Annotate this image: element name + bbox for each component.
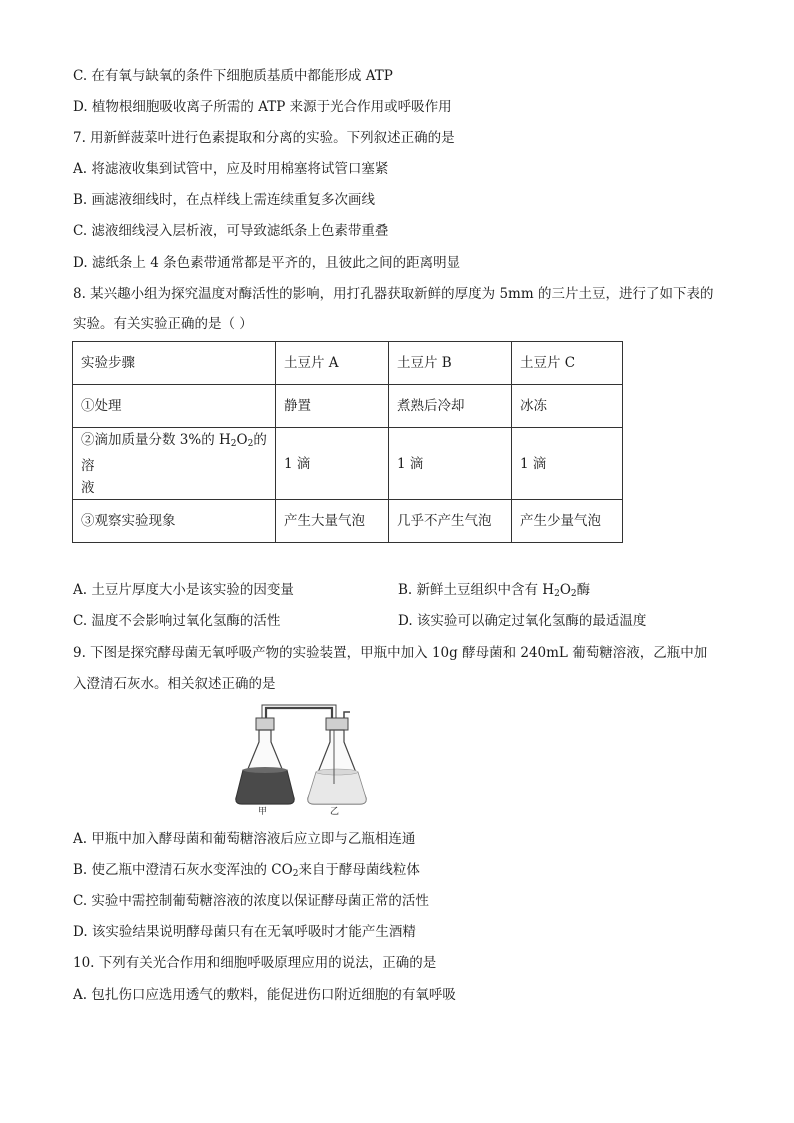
table-cell: 煮熟后冷却 <box>389 385 512 428</box>
table-header-cell: 土豆片 A <box>276 342 389 385</box>
h2o2-label-line2: 液 <box>81 479 95 496</box>
q8b-text-post: 酶 <box>576 582 591 598</box>
table-row <box>73 342 623 385</box>
h2o2-label-post: 的溶 <box>81 431 267 474</box>
q7-option-c: C. 滤液细线浸入层析液，可导致滤纸条上色素带重叠 <box>73 223 389 239</box>
flask-label-jia: 甲 <box>258 807 268 817</box>
subscript: 2 <box>292 869 299 879</box>
q9-option-d: D. 该实验结果说明酵母菌只有在无氧呼吸时才能产生酒精 <box>73 924 416 940</box>
q8-option-d: D. 该实验可以确定过氧化氢酶的最适温度 <box>398 613 647 629</box>
table-cell: 冰冻 <box>512 385 623 428</box>
yeast-apparatus-figure <box>232 700 372 824</box>
subscript: 2 <box>230 438 237 449</box>
q6-option-c: C. 在有氧与缺氧的条件下细胞质基质中都能形成 ATP <box>73 68 393 84</box>
q8b-o: O <box>559 582 571 598</box>
table-cell: 1 滴 <box>389 428 512 500</box>
q7-stem: 7. 用新鲜菠菜叶进行色素提取和分离的实验。下列叙述正确的是 <box>73 130 455 146</box>
table-cell: 产生大量气泡 <box>276 500 389 543</box>
table-cell: 几乎不产生气泡 <box>389 500 512 543</box>
table-header-cell: 土豆片 C <box>512 342 623 385</box>
q6-option-d: D. 植物根细胞吸收离子所需的 ATP 来源于光合作用或呼吸作用 <box>73 99 452 115</box>
q9b-text-post: 来自于酵母菌线粒体 <box>298 862 420 878</box>
q9-option-b <box>73 860 420 884</box>
table-cell: 产生少量气泡 <box>512 500 623 543</box>
q8-option-a: A. 土豆片厚度大小是该实验的因变量 <box>73 582 294 598</box>
q8-stem-line1: 8. 某兴趣小组为探究温度对酶活性的影响，用打孔器获取新鲜的厚度为 5mm 的三片土豆，进行了如下表的 <box>73 286 714 302</box>
apparatus-drawing <box>232 700 372 820</box>
q9-stem-line1: 9. 下图是探究酵母菌无氧呼吸产物的实验装置，甲瓶中加入 10g 酵母菌和 240mL 葡萄糖溶液，乙瓶中加 <box>73 645 708 661</box>
table-cell <box>73 428 276 500</box>
q8-stem-line2: 实验。有关实验正确的是（ ） <box>73 316 253 332</box>
q9-stem-line2: 入澄清石灰水。相关叙述正确的是 <box>73 676 276 692</box>
subscript: 2 <box>247 438 254 449</box>
q7-option-d: D. 滤纸条上 4 条色素带通常都是平齐的，且彼此之间的距离明显 <box>73 255 461 271</box>
table-cell: ③观察实验现象 <box>73 500 276 543</box>
q8-option-c: C. 温度不会影响过氧化氢酶的活性 <box>73 613 281 629</box>
table-cell: ①处理 <box>73 385 276 428</box>
q10-option-a: A. 包扎伤口应选用透气的敷料，能促进伤口附近细胞的有氧呼吸 <box>73 987 456 1003</box>
table-row <box>73 500 623 543</box>
q8-option-b <box>398 580 590 604</box>
h2o2-label-pre: ②滴加质量分数 3%的 H <box>81 431 231 448</box>
q10-stem: 10. 下列有关光合作用和细胞呼吸原理应用的说法，正确的是 <box>73 955 437 971</box>
table-cell: 1 滴 <box>512 428 623 500</box>
table-row <box>73 385 623 428</box>
table-header-cell: 实验步骤 <box>73 342 276 385</box>
q9-option-a: A. 甲瓶中加入酵母菌和葡萄糖溶液后应立即与乙瓶相连通 <box>73 831 416 847</box>
q9b-text: B. 使乙瓶中澄清石灰水变浑浊的 CO <box>73 862 293 878</box>
h2o2-label-mid: O <box>236 431 248 448</box>
table-row <box>73 428 623 500</box>
subscript: 2 <box>570 589 577 599</box>
flask-label-yi: 乙 <box>330 807 340 817</box>
q7-option-b: B. 画滤液细线时，在点样线上需连续重复多次画线 <box>73 192 376 208</box>
table-cell: 1 滴 <box>276 428 389 500</box>
q9-option-c: C. 实验中需控制葡萄糖溶液的浓度以保证酵母菌正常的活性 <box>73 893 429 909</box>
table-cell: 静置 <box>276 385 389 428</box>
q7-option-a: A. 将滤液收集到试管中，应及时用棉塞将试管口塞紧 <box>73 161 389 177</box>
experiment-table <box>72 341 623 543</box>
subscript: 2 <box>554 589 560 599</box>
table-header-cell: 土豆片 B <box>389 342 512 385</box>
q8b-text: B. 新鲜土豆组织中含有 H <box>398 582 555 598</box>
